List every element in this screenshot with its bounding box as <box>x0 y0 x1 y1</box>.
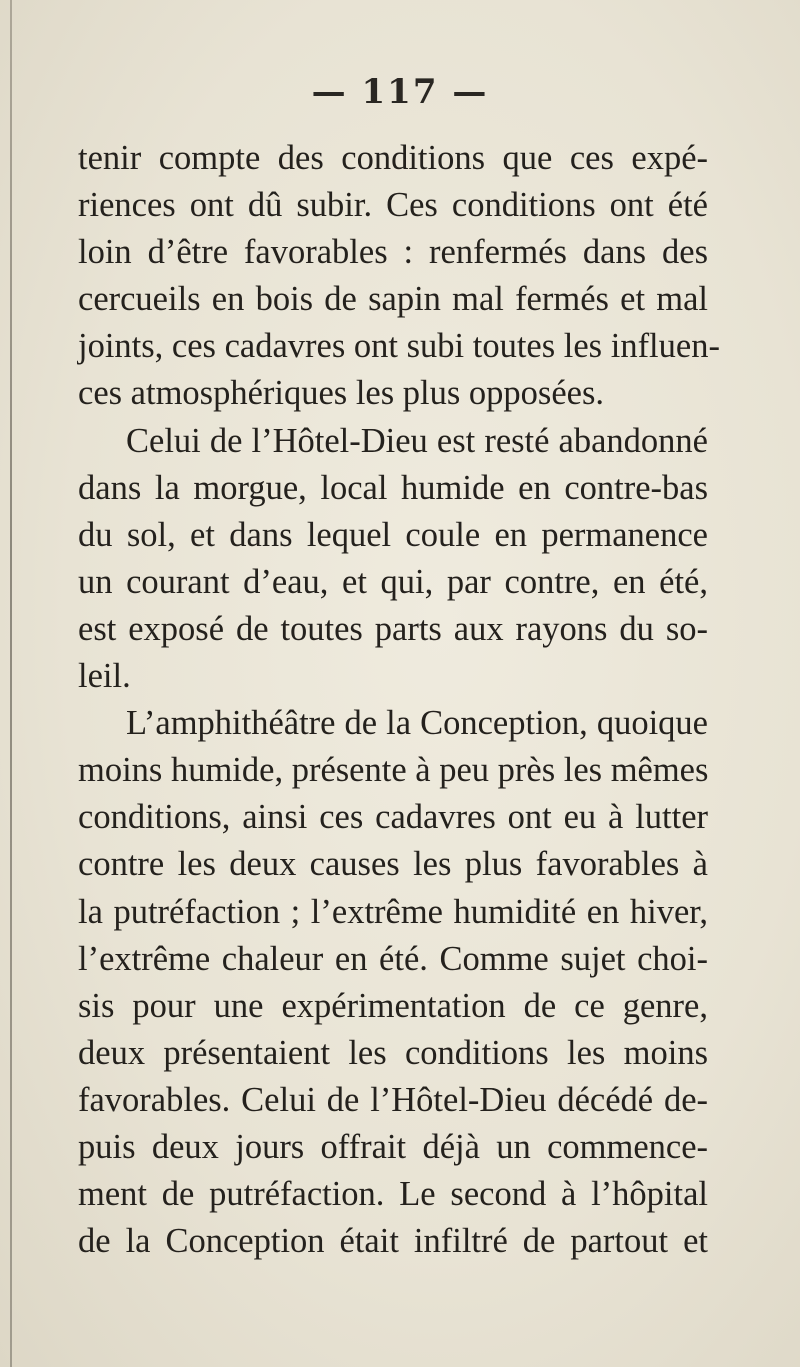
text-line: L’amphithéâtre de la Conception, quoique <box>126 704 708 743</box>
text-line: Celui de l’Hôtel-Dieu est resté abandonné <box>126 421 708 460</box>
text-line: puis deux jours offrait déjà un commence- <box>78 1127 708 1166</box>
text-line: un courant d’eau, et qui, par contre, en été, <box>78 562 708 601</box>
text-line: loin d’être favorables : renfermés dans des <box>78 233 708 272</box>
page-number: — 117 — <box>311 72 489 112</box>
text-line: favorables. Celui de l’Hôtel-Dieu décédé de- <box>78 1080 708 1119</box>
text-line: de la Conception était infiltré de partout et <box>78 1222 708 1261</box>
body-text <box>78 135 720 1265</box>
text-line: la putréfaction ; l’extrême humidité en hiver, <box>78 892 708 931</box>
text-line: cercueils en bois de sapin mal fermés et mal <box>78 280 708 319</box>
text-line: moins humide, présente à peu près les mêmes <box>78 751 709 790</box>
page-gutter-edge <box>10 0 12 1367</box>
text-line: l’extrême chaleur en été. Comme sujet choi- <box>78 939 708 978</box>
text-line: dans la morgue, local humide en contre-bas <box>78 468 708 507</box>
text-line: sis pour une expérimentation de ce genre, <box>78 986 708 1025</box>
text-line: ment de putréfaction. Le second à l’hôpital <box>78 1175 708 1214</box>
text-line: joints, ces cadavres ont subi toutes les influen- <box>78 327 720 366</box>
text-line: est exposé de toutes parts aux rayons du so- <box>78 609 708 648</box>
text-line: du sol, et dans lequel coule en permanence <box>78 515 708 554</box>
text-line: tenir compte des conditions que ces expé- <box>78 139 708 177</box>
text-line: conditions, ainsi ces cadavres ont eu à lutter <box>78 798 708 837</box>
text-line: riences ont dû subir. Ces conditions ont été <box>78 186 708 225</box>
text-line: contre les deux causes les plus favorables à <box>78 845 708 884</box>
text-line: ces atmosphériques les plus opposées. <box>78 374 605 413</box>
text-line: leil. <box>78 657 131 696</box>
text-line: deux présentaient les conditions les moins <box>78 1033 708 1072</box>
